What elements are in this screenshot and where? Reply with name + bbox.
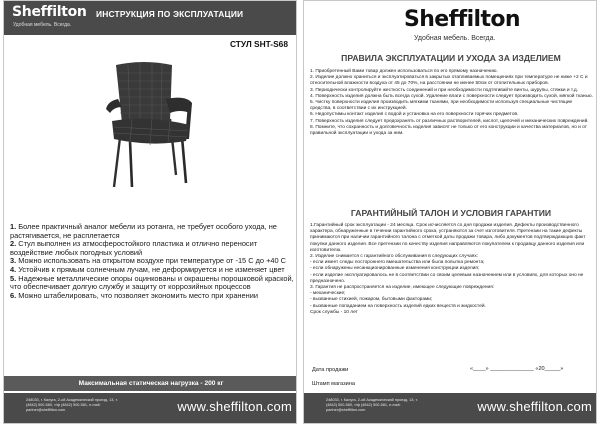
warranty-heading: ГАРАНТИЙНЫЙ ТАЛОН И УСЛОВИЯ ГАРАНТИИ — [350, 208, 552, 218]
product-model: СТУЛ SHT-S68 — [229, 39, 288, 49]
footer-address: 248033, г. Калуга, 2-ой Академический проезд, 13, т. (4842) 500-580, т/ф (4842) 500-581, e-mail: partner@sheffilton.com — [326, 398, 418, 412]
list-item: 4. Поверхность изделия должна быть всегда сухой. Удаление влаги с поверхности следует производить сухой, мягкой тканью. — [310, 93, 593, 99]
warranty-paragraph: - вызванные стихией, пожаром, бытовыми факторами; — [310, 297, 433, 303]
list-item: 6. Недопустимы контакт изделия с водой и установка на его поверхности горячих предметов. — [310, 112, 519, 118]
footer-website-link[interactable]: www.sheffilton.com — [477, 399, 592, 414]
warranty-paragraph: 3. Гарантия не распространяется на изделие, имеющее следующие повреждения: — [310, 285, 495, 291]
rules-heading: ПРАВИЛА ЭКСПЛУАТАЦИИ И УХОДА ЗА ИЗДЕЛИЕМ — [341, 53, 561, 63]
brand-logo-large: Sheffilton — [404, 7, 520, 32]
right-footer — [304, 393, 597, 423]
sale-date-label: Дата продажи — [312, 367, 349, 373]
warranty-paragraph: - вызванные попаданием на поверхность изделий едких веществ и жидкостей. — [310, 303, 486, 309]
list-item: 8. Помните, что сохранность и долговечность изделия зависят не только от его конструкции и качества материалов, но и от правильной эксплуатации и ухода за ним. — [310, 124, 587, 137]
list-item: 1. Приобретенный Вами товар должен использоваться по его прямому назначению. — [310, 69, 498, 74]
list-item: 4. Устойчив к прямым солнечным лучам, не деформируется и не изменяет цвет — [10, 264, 285, 274]
footer-website-link[interactable]: www.sheffilton.com — [177, 399, 292, 414]
list-item: 7. Поверхность изделия следует предохранять от различных растворителей, кислот, щелочей и механических повреждений. — [310, 118, 589, 124]
warranty-paragraph: - если изделие эксплуатировалось не в соответствии со своим целевым назначением или в условиях, для которых оно не предназначено. — [310, 272, 584, 284]
left-header-bar — [4, 1, 297, 35]
instruction-page-left — [3, 0, 297, 424]
list-item: 6. Можно штабелировать, что позволяет экономить место при хранении — [10, 290, 258, 300]
warranty-terms — [310, 223, 594, 316]
warranty-paragraph: Срок службы - 10 лет — [310, 309, 358, 315]
list-item: 2. Стул выполнен из атмосферостойкого пластика и отлично переносит воздействие любых погодных условий — [10, 239, 258, 257]
warranty-paragraph: - если имеет следы постороннего вмешательства или была попытка ремонта; — [310, 260, 485, 266]
list-item: 2. Изделие должно храниться и эксплуатироваться в закрытых отапливаемых помещениях при температуре не ниже +2 С и относительной влажности воздуха от 45 до 70%, на расстоянии не менее 50см от отопительных приборов. — [310, 75, 588, 87]
rules-list — [310, 69, 594, 137]
left-footer — [4, 393, 297, 423]
chair-image — [92, 59, 204, 189]
document-title: ИНСТРУКЦИЯ ПО ЭКСПЛУАТАЦИИ — [96, 9, 244, 19]
warranty-paragraph: - механические; — [310, 291, 346, 297]
brand-tagline: Удобная мебель. Всегда. — [13, 22, 72, 28]
warranty-paragraph: 1.Гарантийный срок эксплуатации - 24 месяца. Срок исчисляется со дня продажи изделия. Дефекты производственного характера, обнаруженные в течении гарантийного срока, устраняются за счет изготовителя. Претензии на такие дефекты принимаются при наличии гарантийного талона с отметкой даты продажи товара, либо документов подтверждающих факт покупки данного изделия. Все претензии по качеству изделия направляются покупателем к продавцу данного изделия или изготовителю. — [310, 223, 586, 253]
sale-date-field[interactable]: «____» ______________ «20_____» — [470, 366, 564, 372]
brand-tagline: Удобная мебель. Всегда. — [414, 35, 496, 42]
list-item: 3. Периодически контролируйте жесткость соединений и при необходимости подтягивайте винты, шурупы, стяжки и т.д. — [310, 87, 579, 93]
store-stamp-label: Штамп магазина — [312, 381, 355, 387]
features-list — [10, 223, 296, 300]
list-item: 3. Можно использовать на открытом воздухе при температуре от -15 С до +40 С — [10, 256, 287, 266]
list-item: 5. Чистку поверхности изделия производить мягкими тканями, при необходимости используя специальные чистящие средства, в соответствии с их инструкцией. — [310, 100, 573, 112]
warranty-paragraph: - если обнаружены несанкционированные изменения конструкции изделия; — [310, 266, 480, 272]
brand-logo: Sheffilton — [12, 4, 87, 20]
instruction-page-right — [303, 0, 597, 424]
list-item: 1. Более практичный аналог мебели из ротанга, не требует особого ухода, не растягивается, не расплетается — [10, 222, 277, 240]
max-load-banner: Максимальная статическая нагрузка - 200 кг — [4, 376, 297, 391]
warranty-paragraph: 2. Изделие снимается с гарантийного обслуживания в следующих случаях: — [310, 254, 479, 260]
list-item: 5. Надежные металлические опоры оцинкованы и окрашены порошковой краской, что обеспечивает долгую службу и защиту от коррозийных процессов — [10, 273, 294, 292]
footer-address: 248033, г. Калуга, 2-ой Академический проезд, 13, т. (4842) 500-580, т/ф (4842) 500-581, e-mail: partner@sheffilton.com — [26, 398, 118, 412]
